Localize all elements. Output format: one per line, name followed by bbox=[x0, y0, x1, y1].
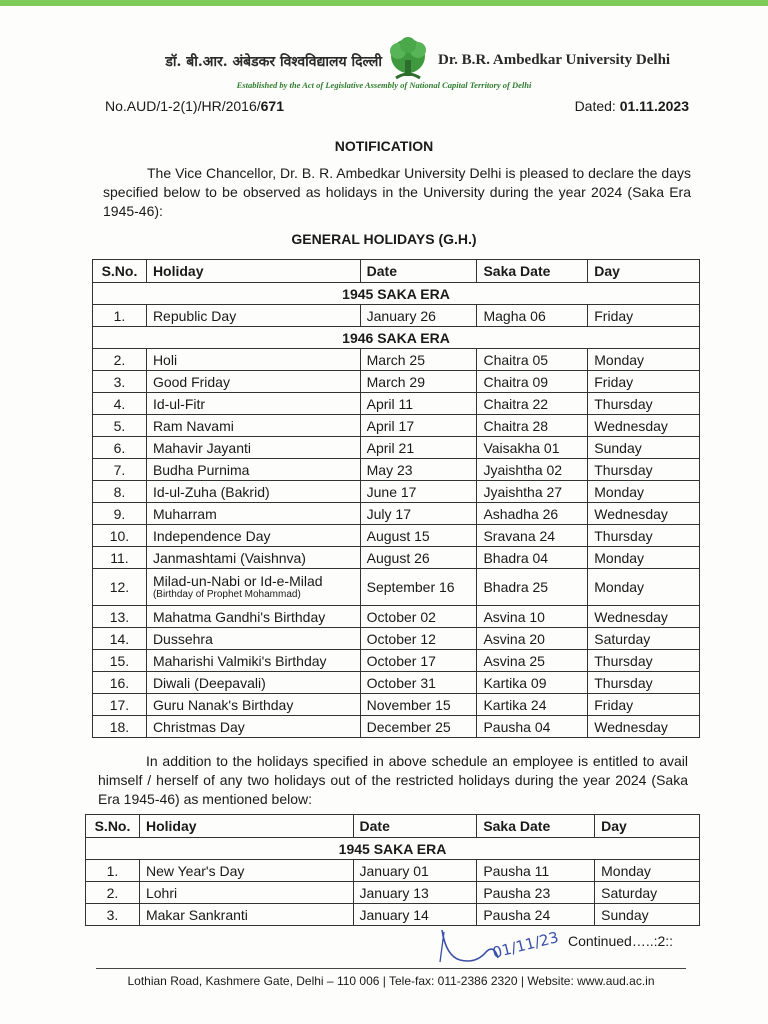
established-line: Established by the Act of Legislative Assembly of National Capital Territory of Delhi bbox=[236, 80, 532, 90]
cell-day: Sunday bbox=[595, 904, 700, 926]
cell-date: January 14 bbox=[353, 904, 477, 926]
cell-sno: 5. bbox=[93, 415, 147, 437]
cell-date: January 01 bbox=[353, 860, 477, 882]
cell-saka-date: Chaitra 09 bbox=[477, 371, 588, 393]
cell-saka-date: Pausha 04 bbox=[477, 716, 588, 738]
cell-holiday: Id-ul-Zuha (Bakrid) bbox=[146, 481, 360, 503]
cell-saka-date: Chaitra 22 bbox=[477, 393, 588, 415]
dated-label: Dated: bbox=[574, 98, 620, 114]
footer-divider bbox=[96, 968, 686, 969]
reference-line bbox=[105, 98, 689, 118]
cell-saka-date: Pausha 23 bbox=[477, 882, 595, 904]
cell-holiday: Christmas Day bbox=[146, 716, 360, 738]
cell-day: Wednesday bbox=[588, 415, 700, 437]
cell-sno: 10. bbox=[93, 525, 147, 547]
table-row bbox=[93, 371, 700, 393]
cell-sno: 1. bbox=[93, 305, 147, 327]
cell-day: Monday bbox=[588, 481, 700, 503]
cell-date: January 26 bbox=[360, 305, 477, 327]
cell-sno: 18. bbox=[93, 716, 147, 738]
cell-sno: 15. bbox=[93, 650, 147, 672]
cell-saka-date: Kartika 09 bbox=[477, 672, 588, 694]
era-label: 1945 SAKA ERA bbox=[86, 838, 700, 860]
header-saka-date: Saka Date bbox=[477, 815, 595, 838]
cell-saka-date: Chaitra 05 bbox=[477, 349, 588, 371]
cell-saka-date: Asvina 20 bbox=[477, 628, 588, 650]
cell-holiday: Budha Purnima bbox=[146, 459, 360, 481]
table-header-row bbox=[86, 815, 700, 838]
cell-holiday: Mahavir Jayanti bbox=[146, 437, 360, 459]
dated-value: 01.11.2023 bbox=[619, 98, 689, 114]
cell-holiday: Republic Day bbox=[146, 305, 360, 327]
cell-holiday: Makar Sankranti bbox=[139, 904, 353, 926]
cell-saka-date: Asvina 10 bbox=[477, 606, 588, 628]
table-row bbox=[93, 393, 700, 415]
university-name-hindi: डॉ. बी.आर. अंबेडकर विश्वविद्यालय दिल्ली bbox=[165, 54, 382, 70]
tree-logo-icon bbox=[382, 36, 434, 82]
cell-day: Wednesday bbox=[588, 606, 700, 628]
cell-date: August 26 bbox=[360, 547, 477, 569]
header-holiday: Holiday bbox=[146, 260, 360, 283]
cell-date: October 12 bbox=[360, 628, 477, 650]
cell-holiday: Holi bbox=[146, 349, 360, 371]
cell-day: Wednesday bbox=[588, 503, 700, 525]
table-row bbox=[93, 503, 700, 525]
header-day: Day bbox=[595, 815, 700, 838]
cell-saka-date: Magha 06 bbox=[477, 305, 588, 327]
cell-sno: 2. bbox=[93, 349, 147, 371]
letterhead bbox=[0, 36, 768, 96]
signature-date: 01/11/23 bbox=[490, 928, 561, 962]
cell-sno: 16. bbox=[93, 672, 147, 694]
header-date: Date bbox=[353, 815, 477, 838]
cell-holiday: Id-ul-Fitr bbox=[146, 393, 360, 415]
table-row bbox=[93, 481, 700, 503]
table-row bbox=[93, 525, 700, 547]
cell-day: Thursday bbox=[588, 459, 700, 481]
cell-holiday: Dussehra bbox=[146, 628, 360, 650]
reference-number-prefix: No.AUD/1-2(1)/HR/2016/ bbox=[105, 98, 261, 114]
header-holiday: Holiday bbox=[139, 815, 353, 838]
cell-date: March 29 bbox=[360, 371, 477, 393]
holiday-name: Milad-un-Nabi or Id-e-Milad bbox=[152, 573, 323, 589]
cell-sno: 2. bbox=[86, 882, 140, 904]
cell-day: Thursday bbox=[588, 393, 700, 415]
cell-date: December 25 bbox=[360, 716, 477, 738]
footer-address: Lothian Road, Kashmere Gate, Delhi – 110 006 | Tele-fax: 011-2386 2320 | Website: www.aud.ac.in bbox=[127, 974, 655, 988]
header-day: Day bbox=[588, 260, 700, 283]
header-sno: S.No. bbox=[93, 260, 147, 283]
reference-number-suffix: 671 bbox=[260, 98, 284, 114]
restricted-intro-paragraph: In addition to the holidays specified in above schedule an employee is entitled to avail himself / herself of any two holidays out of the restricted holidays during the year 2024 (Saka Era 1945-46) as mentioned below: bbox=[98, 753, 688, 807]
cell-date: April 21 bbox=[360, 437, 477, 459]
cell-sno: 7. bbox=[93, 459, 147, 481]
cell-date: November 15 bbox=[360, 694, 477, 716]
cell-day: Saturday bbox=[588, 628, 700, 650]
cell-day: Thursday bbox=[588, 650, 700, 672]
table-row bbox=[93, 694, 700, 716]
table-row bbox=[86, 860, 700, 882]
cell-date: October 17 bbox=[360, 650, 477, 672]
cell-holiday: Guru Nanak's Birthday bbox=[146, 694, 360, 716]
cell-saka-date: Kartika 24 bbox=[477, 694, 588, 716]
cell-saka-date: Asvina 25 bbox=[477, 650, 588, 672]
cell-holiday: Lohri bbox=[139, 882, 353, 904]
cell-sno: 8. bbox=[93, 481, 147, 503]
restricted-holidays-table bbox=[85, 814, 700, 926]
cell-holiday bbox=[146, 569, 360, 606]
intro-paragraph: The Vice Chancellor, Dr. B. R. Ambedkar University Delhi is pleased to declare the days specified below to be observed as holidays in the University during the year 2024 (Saka Era 1945-46): bbox=[103, 165, 691, 219]
cell-day: Monday bbox=[588, 547, 700, 569]
cell-day: Monday bbox=[595, 860, 700, 882]
continued-note: Continued…..:2:: bbox=[568, 933, 674, 949]
era-row bbox=[86, 838, 700, 860]
table-row bbox=[93, 628, 700, 650]
cell-saka-date: Chaitra 28 bbox=[477, 415, 588, 437]
cell-date: October 31 bbox=[360, 672, 477, 694]
table-row bbox=[93, 305, 700, 327]
header-sno: S.No. bbox=[86, 815, 140, 838]
cell-day: Friday bbox=[588, 305, 700, 327]
cell-sno: 13. bbox=[93, 606, 147, 628]
notification-title: NOTIFICATION bbox=[334, 138, 434, 154]
cell-sno: 17. bbox=[93, 694, 147, 716]
table-header-row bbox=[93, 260, 700, 283]
cell-holiday: Maharishi Valmiki's Birthday bbox=[146, 650, 360, 672]
table-row bbox=[93, 569, 700, 606]
cell-holiday: Ram Navami bbox=[146, 415, 360, 437]
table-row bbox=[93, 650, 700, 672]
cell-sno: 9. bbox=[93, 503, 147, 525]
cell-holiday: Janmashtami (Vaishnva) bbox=[146, 547, 360, 569]
cell-holiday: Mahatma Gandhi's Birthday bbox=[146, 606, 360, 628]
cell-sno: 1. bbox=[86, 860, 140, 882]
header-date: Date bbox=[360, 260, 477, 283]
cell-saka-date: Pausha 24 bbox=[477, 904, 595, 926]
cell-day: Thursday bbox=[588, 525, 700, 547]
cell-sno: 4. bbox=[93, 393, 147, 415]
general-holidays-title: GENERAL HOLIDAYS (G.H.) bbox=[291, 231, 477, 247]
era-label: 1946 SAKA ERA bbox=[93, 327, 700, 349]
cell-date: April 17 bbox=[360, 415, 477, 437]
table-row bbox=[93, 716, 700, 738]
cell-date: March 25 bbox=[360, 349, 477, 371]
cell-day: Saturday bbox=[595, 882, 700, 904]
cell-sno: 6. bbox=[93, 437, 147, 459]
cell-date: July 17 bbox=[360, 503, 477, 525]
cell-day: Friday bbox=[588, 694, 700, 716]
university-name-english: Dr. B.R. Ambedkar University Delhi bbox=[438, 52, 671, 68]
cell-day: Wednesday bbox=[588, 716, 700, 738]
table-row bbox=[93, 672, 700, 694]
cell-saka-date: Jyaishtha 02 bbox=[477, 459, 588, 481]
cell-holiday: New Year's Day bbox=[139, 860, 353, 882]
era-row bbox=[93, 283, 700, 305]
cell-day: Thursday bbox=[588, 672, 700, 694]
cell-saka-date: Bhadra 25 bbox=[477, 569, 588, 606]
cell-day: Monday bbox=[588, 349, 700, 371]
table-row bbox=[93, 547, 700, 569]
cell-holiday: Muharram bbox=[146, 503, 360, 525]
cell-holiday: Independence Day bbox=[146, 525, 360, 547]
cell-date: August 15 bbox=[360, 525, 477, 547]
cell-holiday: Diwali (Deepavali) bbox=[146, 672, 360, 694]
era-row bbox=[93, 327, 700, 349]
signature bbox=[436, 922, 566, 974]
header-saka-date: Saka Date bbox=[477, 260, 588, 283]
cell-sno: 3. bbox=[93, 371, 147, 393]
cell-date: September 16 bbox=[360, 569, 477, 606]
cell-day: Sunday bbox=[588, 437, 700, 459]
cell-date: October 02 bbox=[360, 606, 477, 628]
era-label: 1945 SAKA ERA bbox=[93, 283, 700, 305]
cell-saka-date: Ashadha 26 bbox=[477, 503, 588, 525]
top-edge-line bbox=[0, 0, 768, 6]
holiday-subtitle: (Birthday of Prophet Mohammad) bbox=[152, 589, 301, 600]
dated bbox=[575, 98, 689, 114]
cell-day: Monday bbox=[588, 569, 700, 606]
table-row bbox=[93, 606, 700, 628]
cell-day: Friday bbox=[588, 371, 700, 393]
cell-saka-date: Sravana 24 bbox=[477, 525, 588, 547]
table-row bbox=[93, 437, 700, 459]
general-holidays-table bbox=[92, 259, 700, 738]
cell-saka-date: Jyaishtha 27 bbox=[477, 481, 588, 503]
cell-date: May 23 bbox=[360, 459, 477, 481]
cell-saka-date: Pausha 11 bbox=[477, 860, 595, 882]
cell-sno: 3. bbox=[86, 904, 140, 926]
table-row bbox=[93, 459, 700, 481]
cell-sno: 14. bbox=[93, 628, 147, 650]
table-row bbox=[93, 349, 700, 371]
cell-date: January 13 bbox=[353, 882, 477, 904]
reference-number bbox=[105, 98, 284, 114]
table-row bbox=[86, 904, 700, 926]
cell-saka-date: Bhadra 04 bbox=[477, 547, 588, 569]
table-row bbox=[93, 415, 700, 437]
cell-holiday: Good Friday bbox=[146, 371, 360, 393]
cell-sno: 12. bbox=[93, 569, 147, 606]
cell-saka-date: Vaisakha 01 bbox=[477, 437, 588, 459]
cell-date: June 17 bbox=[360, 481, 477, 503]
cell-date: April 11 bbox=[360, 393, 477, 415]
table-row bbox=[86, 882, 700, 904]
cell-sno: 11. bbox=[93, 547, 147, 569]
